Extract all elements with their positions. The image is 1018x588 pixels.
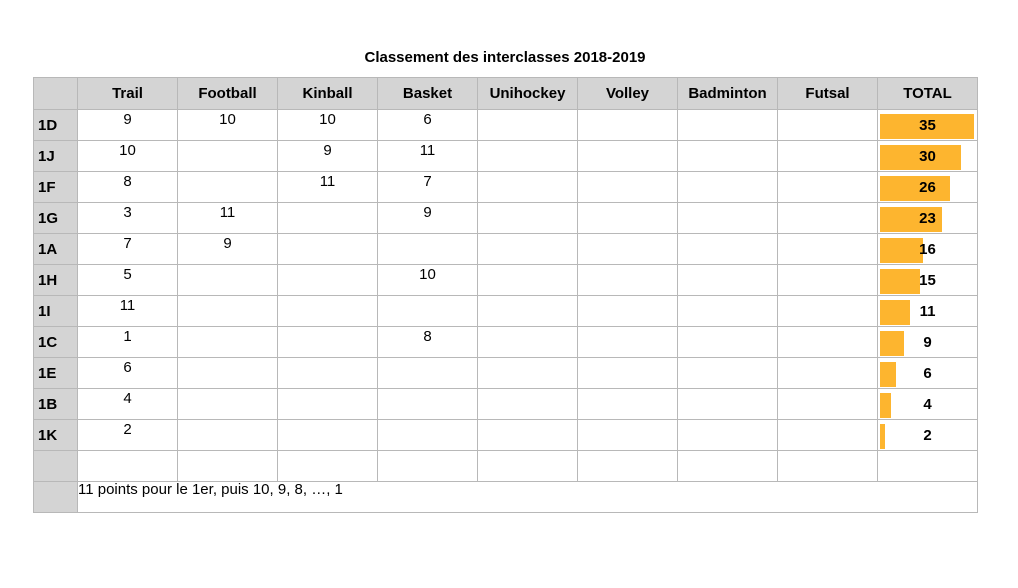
table-row: [34, 358, 978, 389]
total-value: 26: [919, 178, 936, 196]
table-row: [34, 327, 978, 358]
col-header-badminton: Badminton: [678, 78, 778, 110]
score-cell: [178, 172, 278, 203]
total-cell: [878, 327, 978, 358]
score-cell: 2: [78, 420, 178, 451]
total-value: 35: [919, 116, 936, 134]
table-row: [34, 296, 978, 327]
note-row-head: [34, 482, 78, 513]
header-row: [34, 78, 978, 110]
score-cell: 5: [78, 265, 178, 296]
score-cell: 7: [78, 234, 178, 265]
empty-cell: [678, 451, 778, 482]
score-cell: [778, 203, 878, 234]
score-cell: [778, 358, 878, 389]
total-cell: [878, 110, 978, 141]
col-header-kinball: Kinball: [278, 78, 378, 110]
score-cell: 8: [378, 327, 478, 358]
table-row: [34, 172, 978, 203]
total-cell: [878, 358, 978, 389]
total-value: 2: [923, 426, 932, 444]
class-label: 1A: [34, 234, 78, 265]
table-row: [34, 234, 978, 265]
table-row: [34, 141, 978, 172]
class-label: 1E: [34, 358, 78, 389]
score-cell: [478, 172, 578, 203]
total-value: 6: [923, 364, 932, 382]
total-cell: [878, 265, 978, 296]
score-cell: [778, 296, 878, 327]
score-cell: 1: [78, 327, 178, 358]
score-cell: [678, 296, 778, 327]
total-cell: [878, 296, 978, 327]
score-cell: [778, 265, 878, 296]
score-cell: 9: [178, 234, 278, 265]
class-label: 1C: [34, 327, 78, 358]
empty-row-head: [34, 451, 78, 482]
col-header-trail: Trail: [78, 78, 178, 110]
score-cell: [278, 265, 378, 296]
score-cell: 11: [278, 172, 378, 203]
score-cell: [778, 234, 878, 265]
table-title: Classement des interclasses 2018-2019: [364, 49, 646, 66]
score-cell: [578, 203, 678, 234]
empty-row: [34, 451, 978, 482]
score-cell: [778, 389, 878, 420]
score-cell: [578, 172, 678, 203]
score-cell: 9: [278, 141, 378, 172]
class-label: 1B: [34, 389, 78, 420]
score-cell: [178, 358, 278, 389]
table-row: [34, 203, 978, 234]
score-cell: [578, 420, 678, 451]
score-cell: 6: [78, 358, 178, 389]
corner-cell: [34, 78, 78, 110]
score-cell: 10: [278, 110, 378, 141]
score-cell: [278, 234, 378, 265]
table-row: [34, 420, 978, 451]
score-cell: [378, 420, 478, 451]
score-cell: [478, 389, 578, 420]
score-cell: 10: [178, 110, 278, 141]
score-cell: [478, 265, 578, 296]
standings-table: [33, 77, 978, 513]
score-cell: [578, 141, 678, 172]
score-cell: [478, 141, 578, 172]
score-cell: [678, 358, 778, 389]
score-cell: [478, 327, 578, 358]
empty-cell: [78, 451, 178, 482]
class-label: 1I: [34, 296, 78, 327]
score-cell: 7: [378, 172, 478, 203]
empty-cell: [478, 451, 578, 482]
score-cell: [278, 389, 378, 420]
note-row: [34, 482, 978, 513]
class-label: 1G: [34, 203, 78, 234]
score-cell: [478, 420, 578, 451]
score-cell: 8: [78, 172, 178, 203]
scoring-note: 11 points pour le 1er, puis 10, 9, 8, …, 1: [78, 482, 978, 513]
score-cell: [678, 389, 778, 420]
score-cell: [178, 327, 278, 358]
table-row: [34, 110, 978, 141]
score-cell: [278, 296, 378, 327]
score-cell: [278, 327, 378, 358]
score-cell: 4: [78, 389, 178, 420]
score-cell: [478, 203, 578, 234]
class-label: 1D: [34, 110, 78, 141]
score-cell: 9: [378, 203, 478, 234]
class-label: 1H: [34, 265, 78, 296]
score-cell: 11: [378, 141, 478, 172]
score-cell: [678, 203, 778, 234]
score-cell: [278, 420, 378, 451]
total-cell: [878, 234, 978, 265]
total-value: 4: [923, 395, 932, 413]
score-cell: [678, 420, 778, 451]
class-label: 1K: [34, 420, 78, 451]
score-cell: [178, 389, 278, 420]
empty-cell: [378, 451, 478, 482]
score-cell: [578, 110, 678, 141]
score-cell: [178, 420, 278, 451]
total-value: 16: [919, 240, 936, 258]
score-cell: [778, 172, 878, 203]
score-cell: [578, 265, 678, 296]
score-cell: [678, 172, 778, 203]
score-cell: [378, 234, 478, 265]
total-value: 11: [919, 302, 936, 320]
score-cell: 10: [78, 141, 178, 172]
score-cell: [778, 141, 878, 172]
score-cell: [678, 327, 778, 358]
total-value: 30: [919, 147, 936, 165]
total-cell: [878, 172, 978, 203]
score-cell: 9: [78, 110, 178, 141]
col-header-basket: Basket: [378, 78, 478, 110]
score-cell: [178, 296, 278, 327]
total-cell: [878, 420, 978, 451]
score-cell: [678, 141, 778, 172]
score-cell: [378, 296, 478, 327]
empty-cell: [878, 451, 978, 482]
empty-cell: [778, 451, 878, 482]
total-cell: [878, 141, 978, 172]
score-cell: [478, 358, 578, 389]
score-cell: [378, 389, 478, 420]
score-cell: [178, 141, 278, 172]
score-cell: [578, 358, 678, 389]
score-cell: [278, 358, 378, 389]
score-cell: 11: [178, 203, 278, 234]
score-cell: 6: [378, 110, 478, 141]
score-cell: [278, 203, 378, 234]
total-value: 23: [919, 209, 936, 227]
score-cell: [578, 327, 678, 358]
score-cell: [678, 265, 778, 296]
col-header-volley: Volley: [578, 78, 678, 110]
class-label: 1J: [34, 141, 78, 172]
empty-cell: [578, 451, 678, 482]
score-cell: [778, 420, 878, 451]
score-cell: [778, 110, 878, 141]
col-header-football: Football: [178, 78, 278, 110]
score-cell: [578, 296, 678, 327]
table-row: [34, 389, 978, 420]
score-cell: [478, 110, 578, 141]
score-cell: [478, 234, 578, 265]
total-value: 15: [919, 271, 936, 289]
score-cell: [578, 389, 678, 420]
class-label: 1F: [34, 172, 78, 203]
score-cell: [778, 327, 878, 358]
empty-cell: [278, 451, 378, 482]
score-cell: [378, 358, 478, 389]
score-cell: 10: [378, 265, 478, 296]
total-value: 9: [923, 333, 932, 351]
table-row: [34, 265, 978, 296]
score-cell: 3: [78, 203, 178, 234]
score-cell: [178, 265, 278, 296]
col-header-futsal: Futsal: [778, 78, 878, 110]
empty-cell: [178, 451, 278, 482]
total-cell: [878, 389, 978, 420]
score-cell: [578, 234, 678, 265]
total-cell: [878, 203, 978, 234]
score-cell: [478, 296, 578, 327]
col-header-unihockey: Unihockey: [478, 78, 578, 110]
score-cell: [678, 110, 778, 141]
col-header-total: TOTAL: [878, 78, 978, 110]
score-cell: [678, 234, 778, 265]
score-cell: 11: [78, 296, 178, 327]
